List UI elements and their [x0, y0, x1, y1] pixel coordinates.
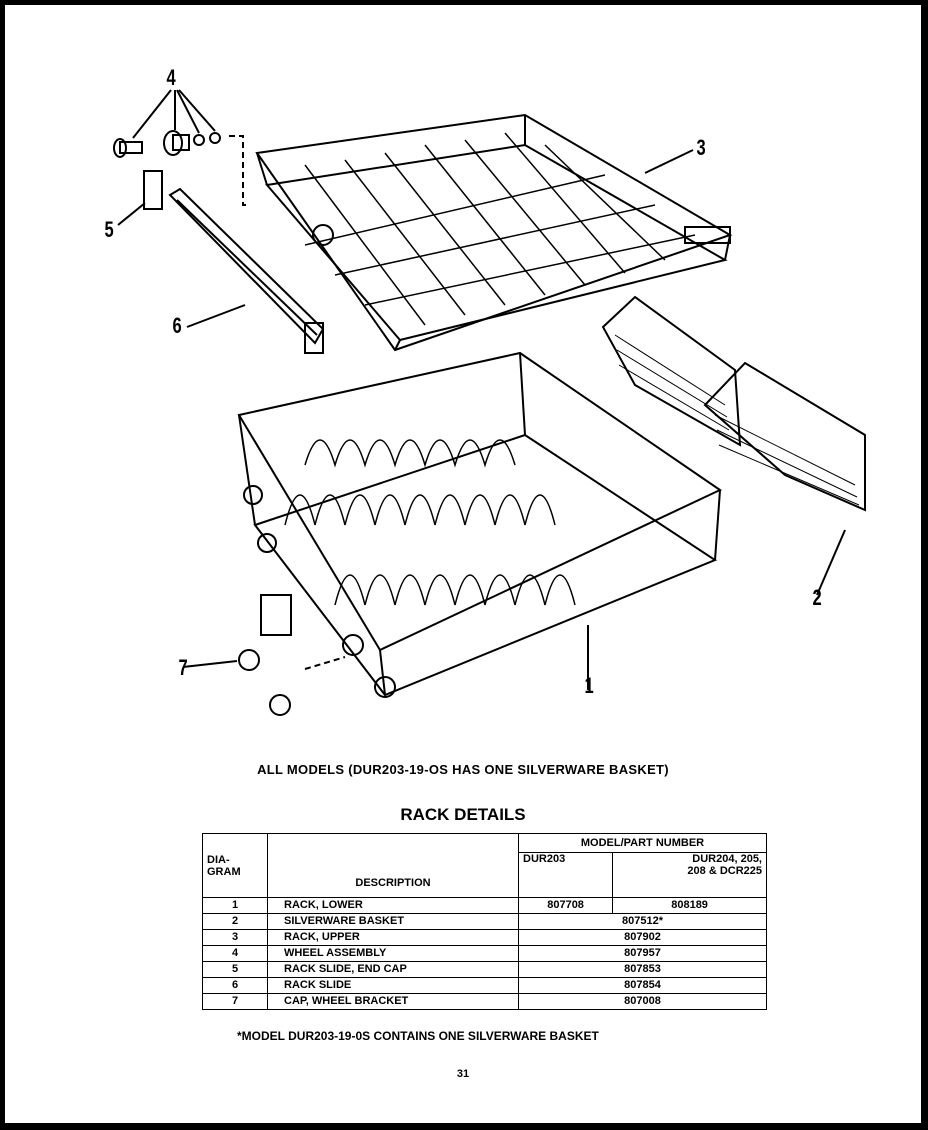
table-row: 5 RACK SLIDE, END CAP 807853: [203, 962, 767, 978]
table-row: 2 SILVERWARE BASKET 807512*: [203, 914, 767, 930]
parts-table: [202, 833, 767, 1010]
wheel-assembly-icon: [114, 90, 250, 205]
page-title: RACK DETAILS: [400, 805, 526, 824]
header-diagram: DIA- GRAM: [203, 834, 268, 898]
table-row: 6 RACK SLIDE 807854: [203, 978, 767, 994]
lower-rack-icon: [239, 353, 720, 697]
header-model-part-number: MODEL/PART NUMBER: [519, 834, 767, 853]
callout-3: 3: [696, 135, 706, 160]
table-row: 3 RACK, UPPER 807902: [203, 930, 767, 946]
table-row: 7 CAP, WHEEL BRACKET 807008: [203, 994, 767, 1010]
parts-page: [5, 5, 921, 1123]
rack-slide-end-cap-icon: [118, 171, 162, 225]
rack-exploded-diagram: [5, 5, 921, 750]
callout-2: 2: [812, 585, 822, 610]
callout-4: 4: [166, 65, 176, 90]
silverware-basket-icon: [603, 297, 865, 595]
header-description: DESCRIPTION: [268, 834, 519, 898]
table-row: 1 RACK, LOWER 807708 808189: [203, 898, 767, 914]
wheel-bracket-cap-icon: [183, 595, 345, 715]
header-dur204: DUR204, 205, 208 & DCR225: [613, 853, 767, 898]
table-row: 4 WHEEL ASSEMBLY 807957: [203, 946, 767, 962]
diagram-caption: ALL MODELS (DUR203-19-OS HAS ONE SILVERWARE BASKET): [257, 762, 669, 777]
callout-1: 1: [584, 673, 594, 698]
header-dur203: DUR203: [519, 853, 613, 898]
callout-7: 7: [178, 655, 188, 680]
callout-5: 5: [104, 217, 114, 242]
page-number: 31: [456, 1068, 470, 1080]
callout-6: 6: [172, 313, 182, 338]
footnote: *MODEL DUR203-19-0S CONTAINS ONE SILVERWARE BASKET: [237, 1029, 599, 1043]
